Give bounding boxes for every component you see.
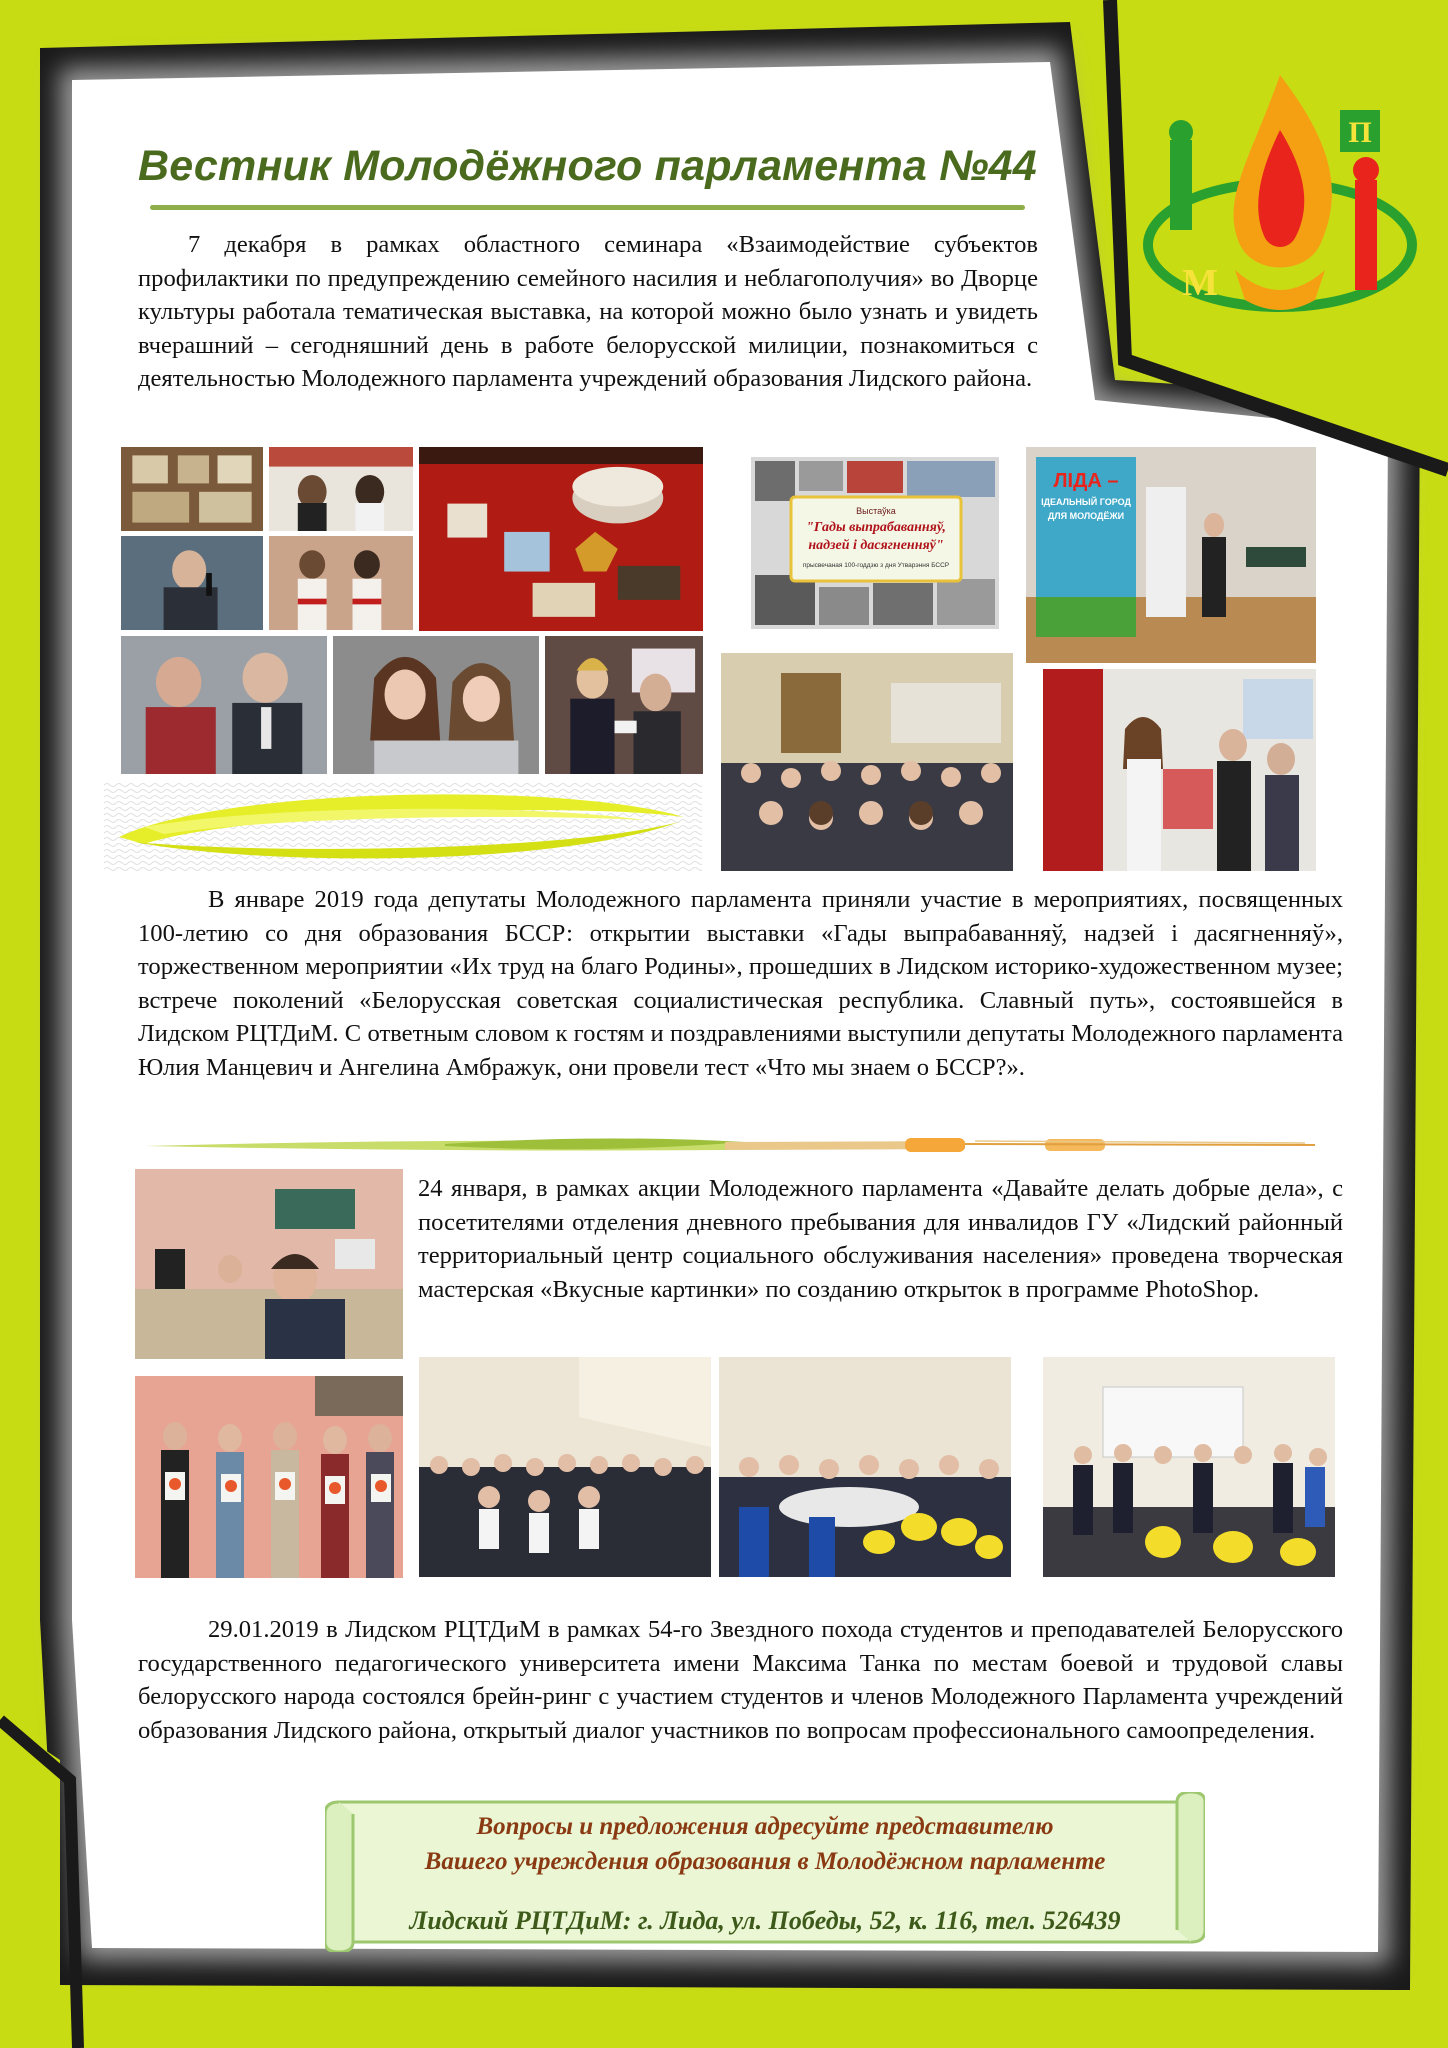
article-bssr-centenary: В январе 2019 года депутаты Молодежного парламента приняли участие в мероприятиях, посвященных 100-летию со дня образования БССР: открытии выставки «Гады выпрабаванняў, надзей і дасягненняў», торжественном мероприятии «Их труд на благо Родины», прошедших в Лидском историко-художественном музее; встрече поколений «Белорусская советская социалистическая республика. Славный путь», состоявшейся в Лидском РЦТДиМ. С ответным словом к гостям и поздравлениями выступили депутаты Молодежного парламента Юлия Манцевич и Ангелина Амбражук, они провели тест «Что мы знаем о БССР?».: [138, 886, 1343, 1081]
photo-brain-ring-audience: [418, 1356, 712, 1578]
poster-line2: "Гады выпрабаванняў,: [806, 520, 946, 535]
photo-students-smiling: [332, 635, 540, 775]
contact-address: Лидский РЦТДиМ: г. Лида, ул. Победы, 52, к. 116, тел. 526439: [409, 1906, 1121, 1935]
banner-line3: ДЛЯ МОЛОДЁЖИ: [1047, 511, 1125, 521]
photo-veterans: [120, 635, 328, 775]
article-exhibition: 7 декабря в рамках областного семинара «Взаимодействие субъектов профилактики по предупреждению семейного насилия и неблагополучия» во Дворце культуры работала тематическая выставка, на которой можно было узнать и увидеть вчерашний – сегодняшний день в работе белорусской милиции, познакомиться с деятельностью Молодежного парламента учреждений образования Лидского района.: [138, 231, 1038, 392]
photo-folk-costumes: [268, 535, 414, 631]
photo-presentation-gift: [1042, 668, 1317, 872]
photo-computer-class: [134, 1168, 404, 1360]
photo-exhibition-stand: [120, 446, 264, 532]
photo-girls-at-exhibition: [268, 446, 414, 532]
photo-exhibition-poster: [750, 456, 1000, 630]
poster-line3: надзей і дасягненняў": [808, 538, 944, 553]
photo-award-handover: [544, 635, 704, 775]
contact-line1: Вопросы и предложения адресуйте представителю: [476, 1813, 1054, 1840]
banner-line2: ІДЕАЛЬНЫЙ ГОРОД: [1041, 497, 1131, 507]
article-good-deeds: 24 января, в рамках акции Молодежного парламента «Давайте делать добрые дела», с посетителями отделения дневного пребывания для инвалидов ГУ «Лидский районный территориальный центр социального обслуживания населения» проведена творческая мастерская «Вкусные картинки» по созданию открыток в программе PhotoShop.: [418, 1175, 1343, 1303]
poster-line1: Выстаўка: [856, 506, 896, 516]
photo-speaker-microphone: [120, 535, 264, 631]
title-underline: [150, 205, 1025, 210]
logo-letter: М: [1182, 262, 1218, 304]
photo-auditorium-students: [720, 652, 1014, 872]
decorative-divider: [145, 1130, 1315, 1160]
photo-lida-banner-stand: [1025, 446, 1317, 664]
logo-numeral: П: [1348, 116, 1372, 149]
photo-brain-ring-teams: [718, 1356, 1012, 1578]
contact-line2: Вашего учреждения образования в Молодёжном парламенте: [424, 1848, 1106, 1875]
article-brain-ring: 29.01.2019 в Лидском РЦТДиМ в рамках 54-го Звездного похода студентов и преподавателей Белорусского государственного педагогического университета имени Максима Танка по местам боевой и трудовой славы белорусского народа состоялся брейн-ринг с участием студентов и членов Молодежного Парламента учреждений образования Лидского района, открытый диалог участников по вопросам профессионального самоопределения.: [138, 1616, 1343, 1744]
parliament-logo: [1140, 70, 1420, 340]
photo-museum-display: [418, 446, 704, 632]
photo-postcards-group: [134, 1375, 404, 1579]
poster-line4: прысвечаная 100-годдзю з дня Утварэння БССР: [802, 562, 950, 569]
banner-line1: ЛІДА –: [1053, 470, 1119, 492]
page-title: Вестник Молодёжного парламента №44: [138, 142, 1037, 190]
decorative-swoosh: [104, 782, 702, 872]
photo-students-standing: [1042, 1356, 1336, 1578]
